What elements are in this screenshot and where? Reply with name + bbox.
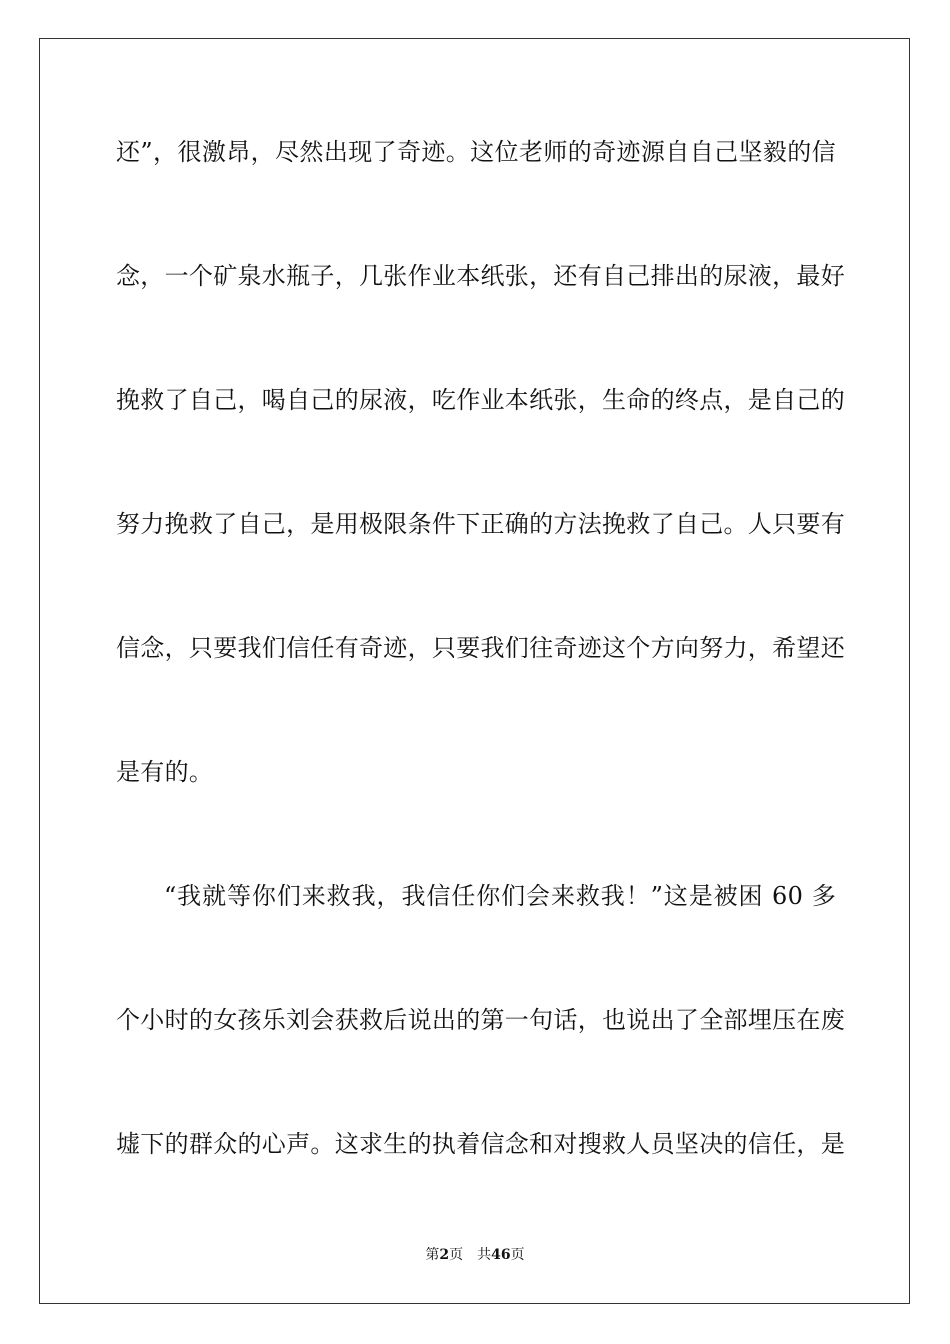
body-line-7-paragraph-start: “我就等你们来救我，我信任你们会来救我！”这是被困 60 多 [164,882,836,910]
page-border [39,38,910,1304]
body-line-6: 是有的。 [116,758,214,786]
body-line-3: 挽救了自己，喝自己的尿液，吃作业本纸张，生命的终点，是自己的 [116,386,845,414]
body-line-9: 墟下的群众的心声。这求生的执着信念和对搜救人员坚决的信任，是 [116,1130,845,1158]
footer-total-pages: 46 [491,1247,511,1263]
body-line-8: 个小时的女孩乐刘会获救后说出的第一句话，也说出了全部埋压在废 [116,1006,845,1034]
body-line-2: 念，一个矿泉水瓶子，几张作业本纸张，还有自己排出的尿液，最好 [116,262,845,290]
footer-page-number: 2 [439,1247,450,1263]
page-footer [0,1246,950,1264]
footer-page-suffix: 页 [449,1247,464,1263]
footer-total-prefix: 共 [477,1247,492,1263]
body-line-4: 努力挽救了自己，是用极限条件下正确的方法挽救了自己。人只要有 [116,510,845,538]
footer-total-suffix: 页 [510,1247,525,1263]
body-line-1: 还”，很激昂，尽然出现了奇迹。这位老师的奇迹源自自己坚毅的信 [116,138,836,166]
footer-page-prefix: 第 [425,1247,440,1263]
body-line-5: 信念，只要我们信任有奇迹，只要我们往奇迹这个方向努力，希望还 [116,634,845,662]
